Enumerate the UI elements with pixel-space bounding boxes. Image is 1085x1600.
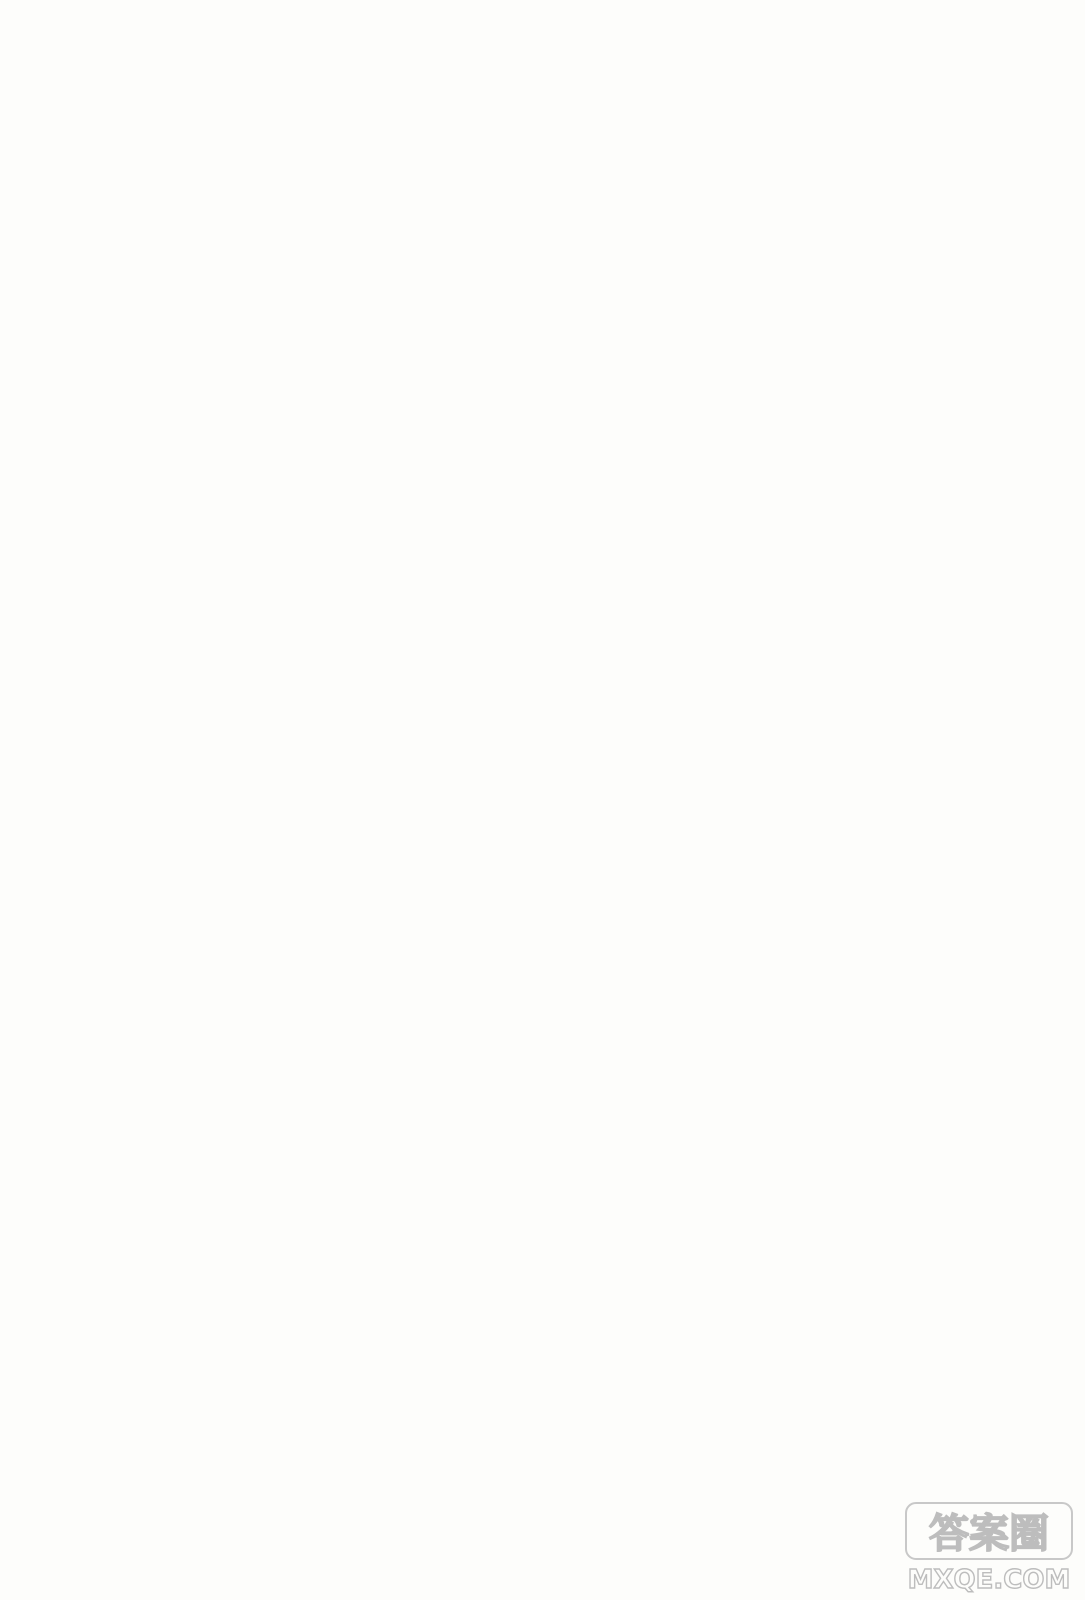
svg-text:MXQE.COM: MXQE.COM [907,1565,1071,1595]
watermark-logo [904,1500,1074,1595]
svg-text:答案圈: 答案圈 [929,1511,1049,1557]
